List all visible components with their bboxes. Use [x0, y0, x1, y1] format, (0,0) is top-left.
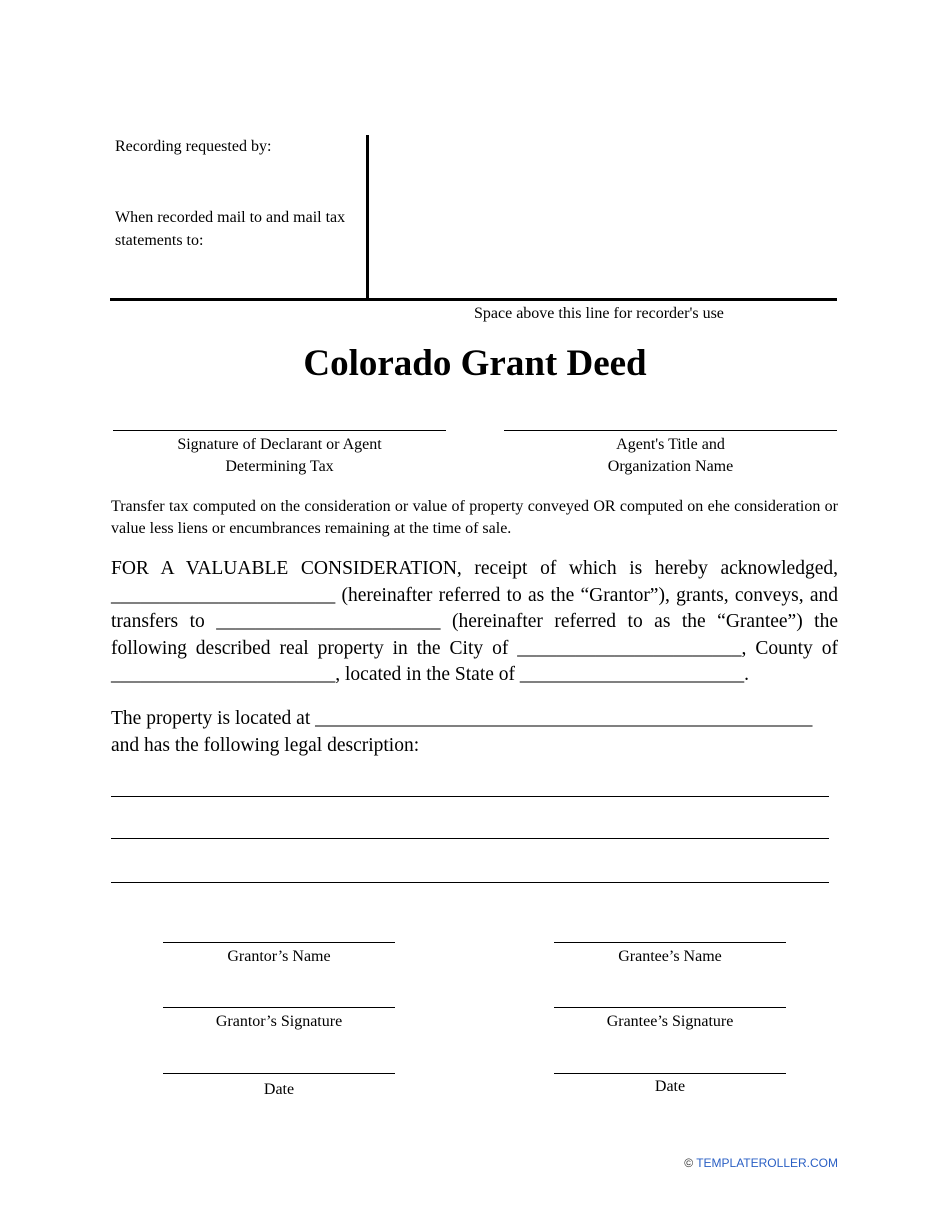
grantee-name-line: [554, 942, 786, 943]
declarant-label-line-1: Signature of Declarant or Agent: [177, 436, 382, 453]
copyright-symbol: ©: [684, 1156, 694, 1170]
document-title: Colorado Grant Deed: [303, 343, 647, 384]
declarant-signature-label: [113, 434, 446, 478]
declarant-signature-line: [113, 430, 446, 431]
legal-description-label: and has the following legal description:: [111, 734, 420, 756]
legal-description-line-2: [111, 838, 829, 839]
grantor-signature-label: Grantor’s Signature: [215, 1013, 343, 1030]
property-paragraph: [111, 706, 838, 759]
legal-description-line-3: [111, 882, 829, 883]
legal-description-line-1: [111, 796, 829, 797]
recorder-horizontal-divider: [110, 298, 837, 301]
recorder-use-note: Space above this line for recorder's use: [474, 305, 724, 322]
grantor-name-line: [163, 942, 395, 943]
grantor-date-label: Date: [263, 1081, 295, 1098]
mail-to-label: When recorded mail to and mail tax statements to:: [115, 209, 346, 249]
grantor-name-label: Grantor’s Name: [227, 948, 331, 965]
property-location-line: The property is located at ___________________________________________________: [111, 708, 813, 729]
recorder-vertical-divider: [366, 135, 369, 301]
consideration-paragraph: FOR A VALUABLE CONSIDERATION, receipt of which is hereby acknowledged, _______________________ (hereinafter referred to as the “Grantor”), grants, conveys, and transfers to _______________________ (hereinafter referred to as the “Grantee”) the following described real property in the City of _______________________, County of _______________________, located in the State of _______________________.: [111, 558, 838, 685]
grantee-signature-label: Grantee’s Signature: [606, 1013, 734, 1030]
agent-title-label: [504, 434, 837, 478]
templateroller-link[interactable]: TEMPLATEROLLER.COM: [696, 1156, 838, 1170]
declarant-label-line-2: Determining Tax: [225, 458, 334, 475]
agent-label-line-1: Agent's Title and: [616, 436, 725, 453]
agent-title-line: [504, 430, 837, 431]
grantee-signature-line: [554, 1007, 786, 1008]
agent-label-line-2: Organization Name: [607, 458, 734, 475]
grantor-signature-line: [163, 1007, 395, 1008]
grantor-date-line: [163, 1073, 395, 1074]
footer-link[interactable]: [684, 1156, 838, 1170]
transfer-tax-paragraph: Transfer tax computed on the consideration or value of property conveyed OR computed on ehe consideration or value less liens or encumbrances remaining at the time of sale.: [111, 498, 838, 537]
recording-requested-by-label: Recording requested by:: [115, 138, 272, 155]
grantee-date-line: [554, 1073, 786, 1074]
grantee-name-label: Grantee’s Name: [618, 948, 722, 965]
grantee-date-label: Date: [654, 1078, 686, 1095]
